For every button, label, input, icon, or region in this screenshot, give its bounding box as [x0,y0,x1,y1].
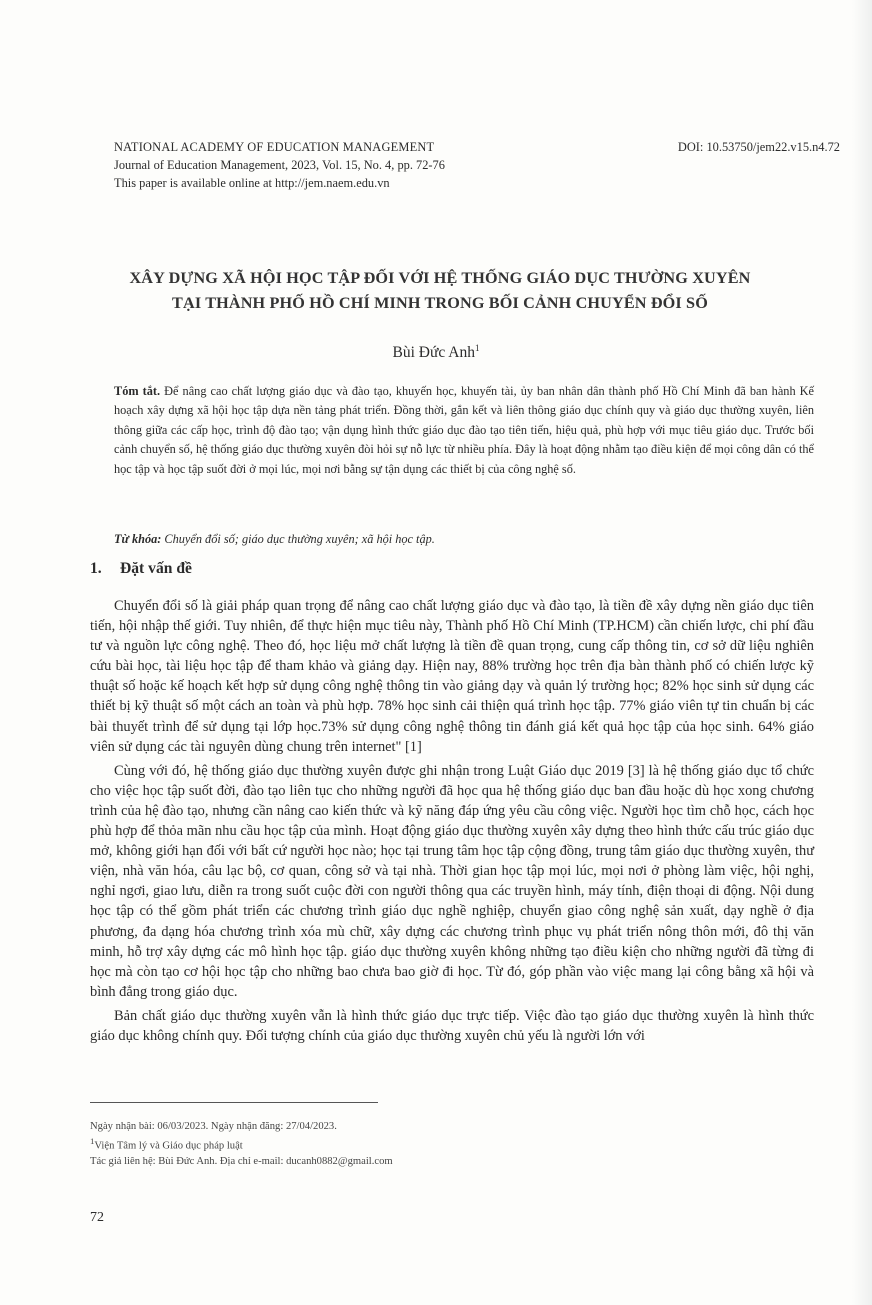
title-line-1: XÂY DỰNG XÃ HỘI HỌC TẬP ĐỐI VỚI HỆ THỐNG GIÁO DỤC THƯỜNG XUYÊN [129,269,751,287]
page-number: 72 [90,1210,104,1225]
online-availability: This paper is available online at http://jem.naem.edu.vn [114,176,390,190]
author-name: Bùi Đức Anh [392,344,475,362]
abstract-label: Tóm tắt. [114,384,161,398]
keywords [114,532,814,547]
footnote-affiliation-mark: 1 [90,1136,95,1147]
paragraph: Chuyển đổi số là giải pháp quan trọng để nâng cao chất lượng giáo dục và đào tạo, là tiền đề xây dựng nền giáo dục tiên tiến, hội nhập thế giới. Tuy nhiên, để thực hiện mục tiêu này, Thành phố Hồ Chí Minh (TP.HCM) cần chiến lược, chi phí đầu tư và nguồn lực công nghệ. Theo đó, học liệu mở chất lượng là tiền đề quan trọng, cung cấp thông tin, cơ sở dữ liệu nghiên cứu bài học, tài liệu học tập để tham khảo và giảng dạy. Hiện nay, 88% trường học trên địa bàn thành phố có chiến lược kỹ thuật số hoặc kế hoạch kết hợp sử dụng công nghệ thông tin vào giảng dạy và quản lý trường học; 82% học sinh sử dụng các thiết bị kỹ thuật số một cách an toàn và phù hợp. 78% học sinh cải thiện quá trình học tập. 77% giáo viên tự tin chuẩn bị các bài thuyết trình để sử dụng tại lớp học.73% sử dụng công nghệ thông tin đánh giá kết quả học tập của học sinh. 64% giáo viên sử dụng các tài nguyên dùng chung trên internet" [1] [90,598,814,755]
footnotes [90,1119,393,1170]
author-affiliation-mark: 1 [474,343,480,353]
paper-title [60,266,820,316]
abstract-text: Để nâng cao chất lượng giáo dục và đào tạo, khuyến học, khuyến tài, ủy ban nhân dân thành phố Hồ Chí Minh đã ban hành Kế hoạch xây dựng xã hội học tập dựa nền tảng phát triển. Đồng thời, gắn kết và liên thông giáo dục chính quy và giáo dục thường xuyên, liên thông giữa các cấp học, trình độ đào tạo; vận dụng hình thức giáo dục đào tạo tiên tiến, hiệu quả, phù hợp với mục tiêu giáo dục. Trước bối cảnh chuyển số, hệ thống giáo dục thường xuyên đòi hỏi sự nỗ lực từ nhiều phía. Đây là hoạt động nhằm tạo điều kiện để mọi công dân có thể học tập và học tập suốt đời ở mọi lúc, mọi nơi bằng sự tận dụng các thiết bị của công nghệ số. [114,384,814,476]
section-heading [90,560,192,578]
footnote-affiliation-text: Viện Tâm lý và Giáo dục pháp luật [94,1140,243,1152]
paragraph: Bản chất giáo dục thường xuyên vẫn là hình thức giáo dục trực tiếp. Việc đào tạo giáo dục thường xuyên là hình thức giáo dục không chính quy. Đối tượng chính của giáo dục thường xuyên chủ yếu là người lớn với [90,1007,814,1044]
footnote-dates: Ngày nhận bài: 06/03/2023. Ngày nhận đăng: 27/04/2023. [90,1121,337,1132]
page-edge-shadow [852,0,872,1305]
title-line-2: TẠI THÀNH PHỐ HỒ CHÍ MINH TRONG BỐI CẢNH CHUYỂN ĐỔI SỐ [172,294,708,312]
institution-name: NATIONAL ACADEMY OF EDUCATION MANAGEMENT [114,140,435,154]
footnote-divider [90,1102,378,1103]
footnote-contact: Tác giả liên hệ: Bùi Đức Anh. Địa chỉ e-mail: ducanh0882@gmail.com [90,1156,393,1168]
section-number: 1. [90,560,102,577]
body-text [90,596,814,1050]
journal-citation: Journal of Education Management, 2023, Vol. 15, No. 4, pp. 72-76 [114,158,445,172]
footnote-affiliation [90,1134,393,1154]
keywords-label: Từ khóa: [114,532,162,546]
doi-label: DOI: 10.53750/jem22.v15.n4.72 [677,140,840,154]
keywords-text: Chuyển đổi số; giáo dục thường xuyên; xã hội học tập. [164,532,435,546]
author [0,343,872,362]
abstract [114,382,814,479]
paragraph: Cùng với đó, hệ thống giáo dục thường xuyên được ghi nhận trong Luật Giáo dục 2019 [3] là hệ thống giáo dục tổ chức cho việc học tập suốt đời, đào tạo liên tục cho những người đã học qua hệ thống giáo dục ban đầu hoặc dù học xong chương trình của hệ đào tạo, nhưng cần nâng cao kiến thức và kỹ năng đáp ứng yêu cầu công việc. Người học tìm chỗ học, cách học phù hợp để thỏa mãn nhu cầu học tập của mình. Hoạt động giáo dục thường xuyên xây dựng theo hình thức cấu trúc giáo dục mở, không giới hạn đối với bất cứ người học nào; học tại trung tâm học tập cộng đồng, trung tâm giáo dục thường xuyên, thư viện, nhà văn hóa, câu lạc bộ, cơ quan, công sở và tại nhà. Thời gian học tập mọi lúc, mọi nơi ở phòng làm việc, hội nghị, nghỉ ngơi, giao lưu, diễn ra trong suốt cuộc đời con người thông qua các truyền hình, máy tính, điện thoại di động. Nội dung học tập có thể gồm phát triển các chương trình giáo dục nghề nghiệp, chuyển giao công nghệ sản xuất, dạy nghề ở địa phương, đa dạng hóa chương trình xóa mù chữ, xây dựng các chương trình phục vụ phát triển nông thôn mới, đô thị văn minh, hỗ trợ xây dựng các mô hình học tập. giáo dục thường xuyên không những tạo điều kiện cho những người đã từng đi học mà còn tạo cơ hội học tập cho những bao chưa bao giờ đi học. Từ đó, góp phần vào việc mang lại công bằng xã hội và bình đẳng trong giáo dục. [90,762,814,1000]
section-title: Đặt vấn đề [120,560,192,577]
journal-header [114,138,445,192]
